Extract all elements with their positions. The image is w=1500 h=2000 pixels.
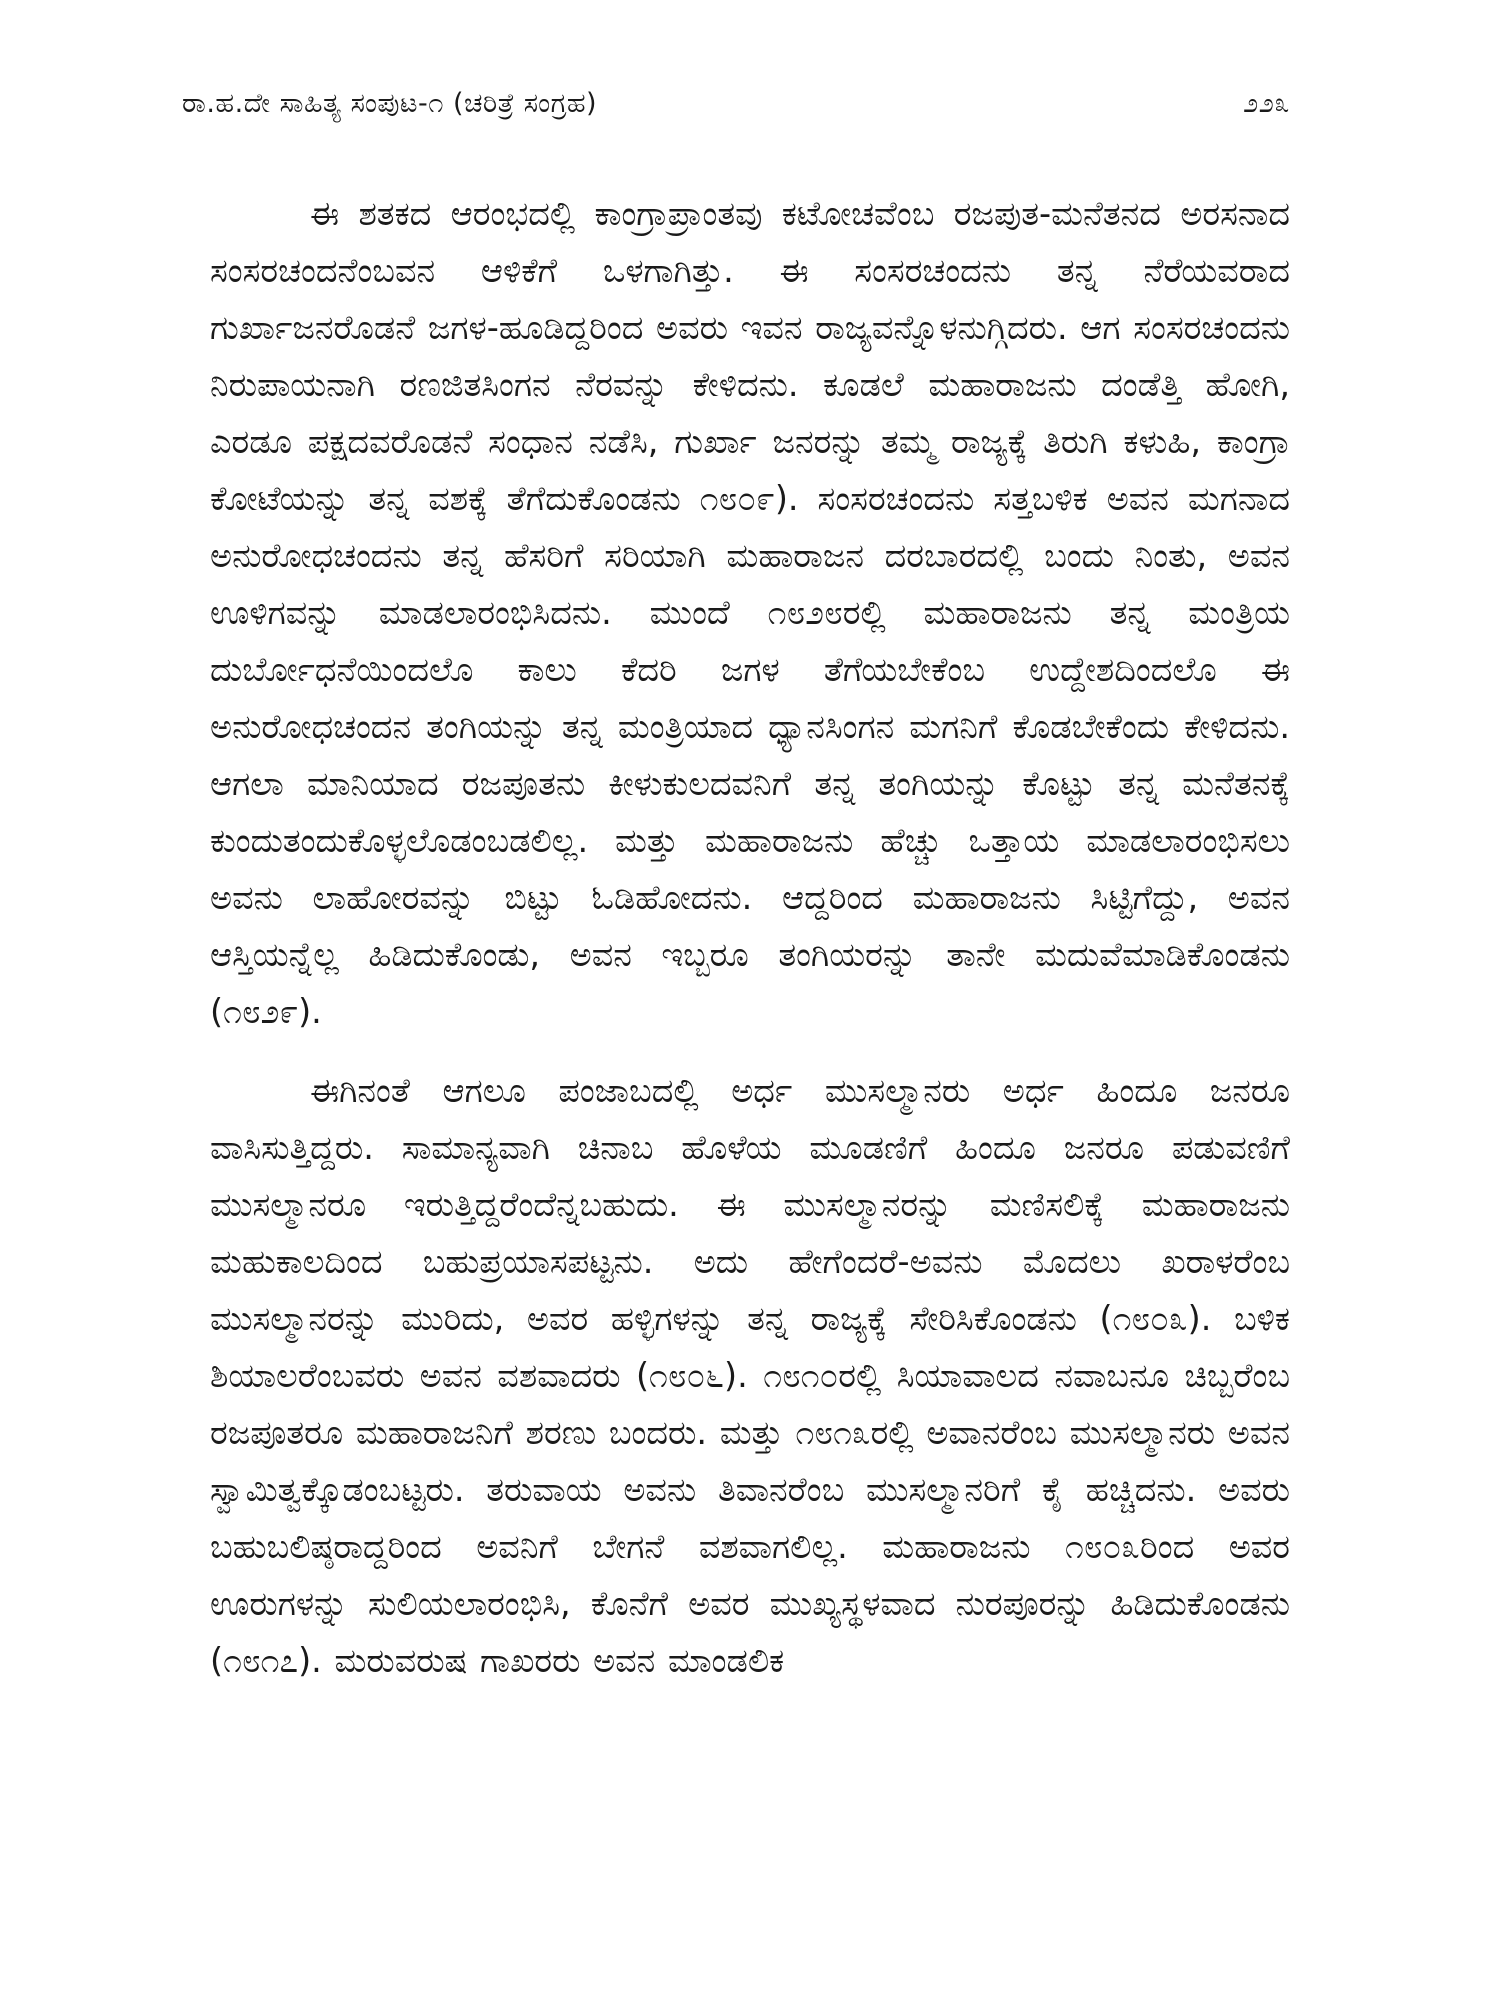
paragraph-2: ಈಗಿನಂತೆ ಆಗಲೂ ಪಂಜಾಬದಲ್ಲಿ ಅರ್ಧ ಮುಸಲ್ಮಾನರು ಅರ್ಧ ಹಿಂದೂ ಜನರೂ ವಾಸಿಸುತ್ತಿದ್ದರು. ಸಾಮಾನ್ಯವಾಗಿ ಚಿನಾಬ ಹೊಳೆಯ ಮೂಡಣಿಗೆ ಹಿಂದೂ ಜನರೂ ಪಡುವಣಿಗೆ ಮುಸಲ್ಮಾನರೂ ಇರುತ್ತಿದ್ದರೆಂದೆನ್ನಬಹುದು. ಈ ಮುಸಲ್ಮಾನರನ್ನು ಮಣಿಸಲಿಕ್ಕೆ ಮಹಾರಾಜನು ಮಹುಕಾಲದಿಂದ ಬಹುಪ್ರಯಾಸಪಟ್ಟನು. ಅದು ಹೇಗೆಂದರೆ-ಅವನು ಮೊದಲು ಖರಾಳರೆಂಬ ಮುಸಲ್ಮಾನರನ್ನು ಮುರಿದು, ಅವರ ಹಳ್ಳಿಗಳನ್ನು ತನ್ನ ರಾಜ್ಯಕ್ಕೆ ಸೇರಿಸಿಕೊಂಡನು (೧೮೦೩). ಬಳಿಕ ಶಿಯಾಲರೆಂಬವರು ಅವನ ವಶವಾದರು (೧೮೦೬). ೧೮೧೦ರಲ್ಲಿ ಸಿಯಾವಾಲದ ನವಾಬನೂ ಚಿಬ್ಬರೆಂಬ ರಜಪೂತರೂ ಮಹಾರಾಜನಿಗೆ ಶರಣು ಬಂದರು. ಮತ್ತು ೧೮೧೩ರಲ್ಲಿ ಅವಾನರೆಂಬ ಮುಸಲ್ಮಾನರು ಅವನ ಸ್ವಾಮಿತ್ವಕ್ಕೊಡಂಬಟ್ಟರು. ತರುವಾಯ ಅವನು ತಿವಾನರೆಂಬ ಮುಸಲ್ಮಾನರಿಗೆ ಕೈ ಹಚ್ಚಿದನು. ಅವರು ಬಹುಬಲಿಷ್ಠರಾದ್ದರಿಂದ ಅವನಿಗೆ ಬೇಗನೆ ವಶವಾಗಲಿಲ್ಲ. ಮಹಾರಾಜನು ೧೮೦೩ರಿಂದ ಅವರ ಊರುಗಳನ್ನು ಸುಲಿಯಲಾರಂಭಿಸಿ, ಕೊನೆಗೆ ಅವರ ಮುಖ್ಯಸ್ಥಳವಾದ ನುರಪೂರನ್ನು ಹಿಡಿದುಕೊಂಡನು (೧೮೧೭). ಮರುವರುಷ ಗಾಖರರು ಅವನ ಮಾಂಡಲಿಕ (210, 1071, 1290, 1680)
running-header (182, 88, 1290, 120)
body-text (210, 185, 1290, 1689)
paragraph-1: ಈ ಶತಕದ ಆರಂಭದಲ್ಲಿ ಕಾಂಗ್ರಾಪ್ರಾಂತವು ಕಟೋಚವೆಂಬ ರಜಪುತ-ಮನೆತನದ ಅರಸನಾದ ಸಂಸರಚಂದನೆಂಬವನ ಆಳಿಕೆಗೆ ಒಳಗಾಗಿತ್ತು. ಈ ಸಂಸರಚಂದನು ತನ್ನ ನೆರೆಯವರಾದ ಗುರ್ಖಾಜನರೊಡನೆ ಜಗಳ-ಹೂಡಿದ್ದರಿಂದ ಅವರು ಇವನ ರಾಜ್ಯವನ್ನೊಳನುಗ್ಗಿದರು. ಆಗ ಸಂಸರಚಂದನು ನಿರುಪಾಯನಾಗಿ ರಣಜಿತಸಿಂಗನ ನೆರವನ್ನು ಕೇಳಿದನು. ಕೂಡಲೆ ಮಹಾರಾಜನು ದಂಡೆತ್ತಿ ಹೋಗಿ, ಎರಡೂ ಪಕ್ಷದವರೊಡನೆ ಸಂಧಾನ ನಡೆಸಿ, ಗುರ್ಖಾ ಜನರನ್ನು ತಮ್ಮ ರಾಜ್ಯಕ್ಕೆ ತಿರುಗಿ ಕಳುಹಿ, ಕಾಂಗ್ರಾ ಕೋಟೆಯನ್ನು ತನ್ನ ವಶಕ್ಕೆ ತೆಗೆದುಕೊಂಡನು ೧೮೦೯). ಸಂಸರಚಂದನು ಸತ್ತಬಳಿಕ ಅವನ ಮಗನಾದ ಅನುರೋಧಚಂದನು ತನ್ನ ಹೆಸರಿಗೆ ಸರಿಯಾಗಿ ಮಹಾರಾಜನ ದರಬಾರದಲ್ಲಿ ಬಂದು ನಿಂತು, ಅವನ ಊಳಿಗವನ್ನು ಮಾಡಲಾರಂಭಿಸಿದನು. ಮುಂದೆ ೧೮೨೮ರಲ್ಲಿ ಮಹಾರಾಜನು ತನ್ನ ಮಂತ್ರಿಯ ದುರ್ಬೋಧನೆಯಿಂದಲೊ ಕಾಲು ಕೆದರಿ ಜಗಳ ತೆಗೆಯಬೇಕೆಂಬ ಉದ್ದೇಶದಿಂದಲೊ ಈ ಅನುರೋಧಚಂದನ ತಂಗಿಯನ್ನು ತನ್ನ ಮಂತ್ರಿಯಾದ ಧ್ಯಾನಸಿಂಗನ ಮಗನಿಗೆ ಕೊಡಬೇಕೆಂದು ಕೇಳಿದನು. ಆಗಲಾ ಮಾನಿಯಾದ ರಜಪೂತನು ಕೀಳುಕುಲದವನಿಗೆ ತನ್ನ ತಂಗಿಯನ್ನು ಕೊಟ್ಟು ತನ್ನ ಮನೆತನಕ್ಕೆ ಕುಂದುತಂದುಕೊಳ್ಳಲೊಡಂಬಡಲಿಲ್ಲ. ಮತ್ತು ಮಹಾರಾಜನು ಹೆಚ್ಚು ಒತ್ತಾಯ ಮಾಡಲಾರಂಭಿಸಲು ಅವನು ಲಾಹೋರವನ್ನು ಬಿಟ್ಟು ಓಡಿಹೋದನು. ಆದ್ದರಿಂದ ಮಹಾರಾಜನು ಸಿಟ್ಟಿಗೆದ್ದು, ಅವನ ಆಸ್ತಿಯನ್ನೆಲ್ಲ ಹಿಡಿದುಕೊಂಡು, ಅವನ ಇಬ್ಬರೂ ತಂಗಿಯರನ್ನು ತಾನೇ ಮದುವೆಮಾಡಿಕೊಂಡನು (೧೮೨೯). (210, 194, 1290, 1031)
page-number: ೨೨೩ (1243, 88, 1290, 119)
header-title: ರಾ.ಹ.ದೇ ಸಾಹಿತ್ಯ ಸಂಪುಟ-೧ (ಚರಿತ್ರೆ ಸಂಗ್ರಹ) (182, 88, 598, 119)
